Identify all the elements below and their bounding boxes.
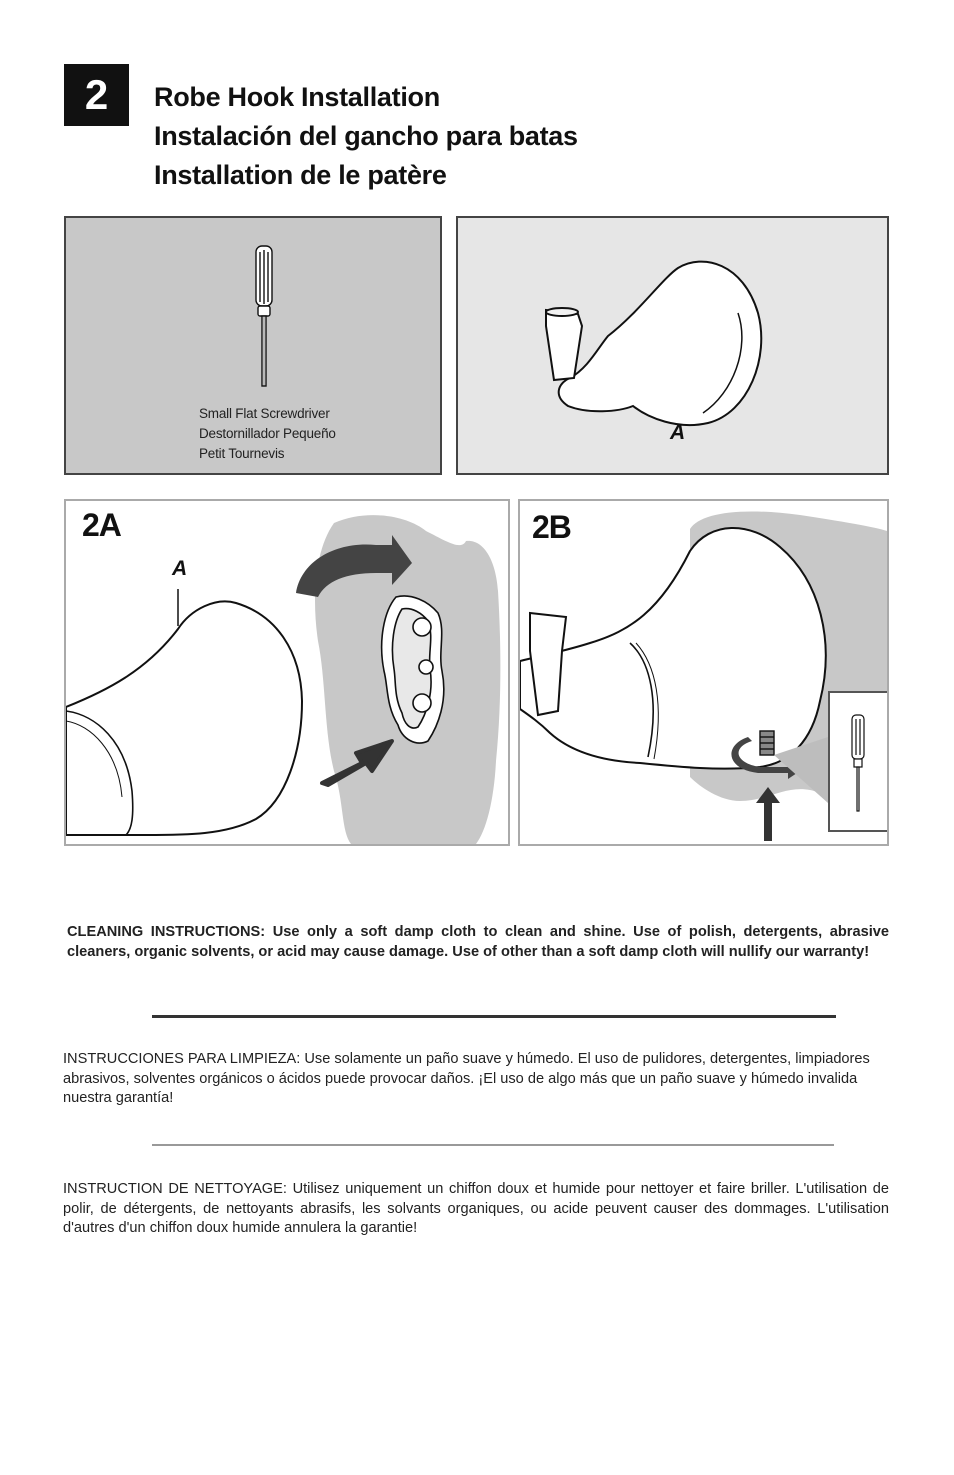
divider-1 [152,1015,836,1018]
cleaning-instructions-french: INSTRUCTION DE NETTOYAGE: Utilisez uniquement un chiffon doux et humide pour nettoyer et faire briller. L'utilisation de polir, de détergents, de nettoyants abrasifs, les solvants organiques, ou acide peuvent causer des dommages. L'utilisation d'autres d'un chiffon doux humide annulera la garantie! [63,1181,889,1236]
step-2b-label: 2B [532,509,571,545]
cleaning-instructions-english: CLEANING INSTRUCTIONS: Use only a soft damp cloth to clean and shine. Use of polish, detergents, abrasive cleaners, organic solvents, or acid may cause damage. Use of other than a soft damp cloth will nullify our warranty! [67,924,889,960]
robe-hook-icon [66,601,302,835]
tool-label-spanish: Destornillador Pequeño [199,426,336,441]
screwdriver-icon [830,693,887,830]
divider-2 [152,1144,834,1146]
step-2a-label: 2A [82,507,121,543]
tool-label-french: Petit Tournevis [199,446,285,461]
tool-label-english: Small Flat Screwdriver [199,406,330,421]
set-screw-icon [760,731,774,755]
step-2a-part-letter: A [172,557,188,580]
title-spanish: Instalación del gancho para batas [154,121,578,151]
step-2a-panel [64,499,510,846]
cleaning-instructions-spanish: INSTRUCCIONES PARA LIMPIEZA: Use solamente un paño suave y húmedo. El uso de pulidores, detergentes, limpiadores abrasivos, solventes orgánicos o ácidos puede provocar daños. ¡El uso de algo más que un paño suave y húmedo invalida nuestra garantía! [63,1051,870,1106]
title-block [154,78,578,195]
step-2a-illustration [66,501,508,844]
part-panel [456,216,889,475]
step-number-badge: 2 [64,64,129,126]
part-letter-a: A [670,421,686,444]
title-english: Robe Hook Installation [154,82,440,112]
title-french: Installation de le patère [154,160,447,190]
tool-panel [64,216,442,475]
tool-label [199,404,336,464]
screwdriver-inset [828,691,889,832]
robe-hook-icon [520,528,826,769]
step-2b-panel [518,499,889,846]
